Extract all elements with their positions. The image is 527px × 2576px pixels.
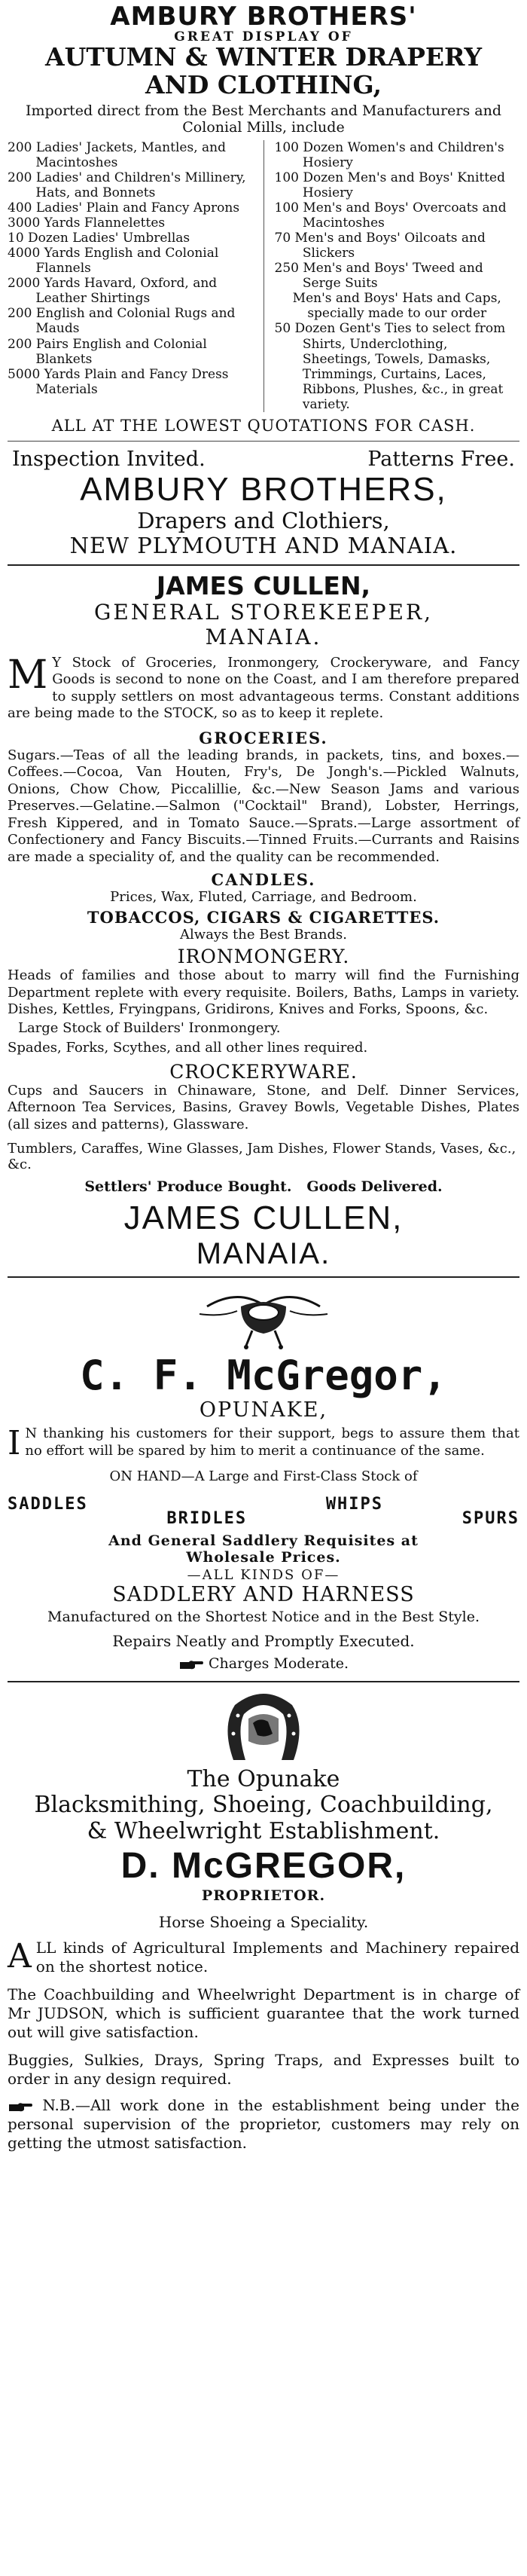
ambury-prices: ALL AT THE LOWEST QUOTATIONS FOR CASH. <box>51 416 476 435</box>
goods-bridles: BRIDLES <box>166 1509 248 1529</box>
d-mcgregor-intro <box>8 1939 519 1976</box>
goods-whips: WHIPS <box>325 1495 384 1514</box>
list-item: 400 Ladies' Plain and Fancy Aprons <box>8 200 240 216</box>
saddlery-goods <box>8 1495 519 1528</box>
goods-delivered: Goods Delivered. <box>306 1178 443 1196</box>
list-item: 4000 Yards English and Colonial Flannels <box>8 246 219 277</box>
charges-row <box>8 1652 519 1675</box>
list-item: 10 Dozen Ladies' Umbrellas <box>8 231 190 246</box>
settlers-produce: Settlers' Produce Bought. <box>84 1178 292 1196</box>
wholesale-prices: Wholesale Prices. <box>186 1549 341 1566</box>
cullen-name: JAMES CULLEN, <box>156 570 371 600</box>
candles-text: Prices, Wax, Fluted, Carriage, and Bedroom. <box>110 889 417 906</box>
pointing-hand-icon <box>178 1658 204 1670</box>
cf-mcgregor-name: C. F. McGregor, <box>80 1352 447 1400</box>
nb-text: N.B.—All work done in the establishment being under the personal supervision of the proprietor, customers may rely on getting the utmost satisfaction. <box>8 2096 519 2153</box>
d-mcgregor-ad <box>8 1688 519 2153</box>
cf-mcgregor-ad <box>8 1284 519 1675</box>
ironmongery-builders: Large Stock of Builders' Ironmongery. <box>18 1019 281 1036</box>
ambury-patterns: Patterns Free. <box>367 447 515 471</box>
ambury-title: AMBURY BROTHERS' <box>110 2 417 32</box>
list-item: 200 English and Colonial Rugs and Mauds <box>8 306 236 337</box>
ambury-towns: NEW PLYMOUTH AND MANAIA. <box>69 532 458 558</box>
cullen-signature-town: MANAIA. <box>196 1237 331 1271</box>
tobacco-heading: TOBACCOS, CIGARS & CIGARETTES. <box>87 908 440 927</box>
list-item: 2000 Yards Havard, Oxford, and Leather Shirtings <box>8 276 218 307</box>
repairs: Repairs Neatly and Promptly Executed. <box>112 1632 415 1651</box>
groceries-text: Sugars.—Teas of all the leading brands, in packets, tins, and boxes.—Coffees.—Cocoa, Van Houten, Fry's, De Jongh's.—Pickled Walnuts, Onions, Chow Chow, Piccalillie, &c.—New Season Jams and various Preserves.—Gelatine.—Salmon ("Cocktail" Brand), Lobster, Herrings, Fresh Kippered, and in Tomato Sauce.—Sprats.—Large assortment of Confectionery and Fancy Biscuits.—Tinned Fruits.—Currants and Raisins are made a speciality of, and the quality can be recommended. <box>8 747 519 865</box>
d-mcgregor-trade-2: & Wheelwright Establishment. <box>87 1818 440 1845</box>
ambury-name: AMBURY BROTHERS, <box>80 470 447 508</box>
ironmongery-text: Heads of families and those about to marry will find the Furnishing Department replete with every requisite. Boilers, Baths, Lamps in variety. Dishes, Kettles, Fryingpans, Gridirons, Knives and Forks, Spoons, &c. <box>8 967 519 1018</box>
list-item: 200 Pairs English and Colonial Blankets <box>8 336 207 367</box>
list-item: 100 Dozen Men's and Boys' Knitted Hosiery <box>274 170 505 201</box>
on-hand: ON HAND—A Large and First-Class Stock of <box>109 1468 418 1485</box>
list-item: 200 Ladies' Jackets, Mantles, and Macintoshes <box>8 139 226 170</box>
d-mcgregor-name: D. McGREGOR, <box>120 1846 407 1887</box>
list-item: 3000 Yards Flannelettes <box>8 215 166 231</box>
d-mcgregor-trade-1: Blacksmithing, Shoeing, Coachbuilding, <box>34 1792 493 1819</box>
cullen-ad <box>8 572 519 1271</box>
drop-cap: M <box>8 652 48 698</box>
list-item: 5000 Yards Plain and Fancy Dress Materials <box>8 366 229 397</box>
coachbuilding-dept: The Coachbuilding and Wheelwright Department is in charge of Mr JUDSON, which is sufficient guarantee that the work turned out will give satisfaction. <box>8 1985 519 2042</box>
charges-moderate: Charges Moderate. <box>209 1655 349 1673</box>
cullen-intro-text: Y Stock of Groceries, Ironmongery, Crockeryware, and Fancy Goods is second to none on the Coast, and I am therefore prepared to supply settlers on most advantageous terms. Constant additions are being made to the STOCK, so as to keep it replete. <box>8 654 519 722</box>
ambury-inspection: Inspection Invited. <box>12 447 206 471</box>
crockery-glassware: Tumblers, Caraffes, Wine Glasses, Jam Dishes, Flower Stands, Vases, &c., &c. <box>8 1141 516 1173</box>
d-mcgregor-intro-text: LL kinds of Agricultural Implements and Machinery repaired on the shortest notice. <box>35 1939 519 1976</box>
ambury-left-column <box>8 140 253 412</box>
saddlery-harness: SADDLERY AND HARNESS <box>112 1583 415 1607</box>
manufactured: Manufactured on the Shortest Notice and in the Best Style. <box>47 1609 480 1626</box>
list-item: 100 Men's and Boys' Overcoats and Macintoshes <box>274 200 507 231</box>
cf-mcgregor-town: OPUNAKE, <box>199 1398 328 1422</box>
goods-saddles: SADDLES <box>8 1495 88 1514</box>
ambury-intro: Imported direct from the Best Merchants and Manufacturers and Colonial Mills, include <box>25 102 502 136</box>
drop-cap: I <box>8 1424 21 1463</box>
cullen-services <box>8 1178 519 1195</box>
ambury-invite-row <box>8 448 519 471</box>
ambury-right-column <box>275 140 520 412</box>
candles-heading: CANDLES. <box>211 870 316 890</box>
cf-mcgregor-intro-text: N thanking his customers for their support, begs to assure them that no effort will be spared by him to merit a continuance of the same. <box>25 1426 519 1459</box>
tobacco-text: Always the Best Brands. <box>180 927 347 943</box>
horse-shoeing: Horse Shoeing a Speciality. <box>158 1913 369 1932</box>
cullen-town: MANAIA. <box>205 624 322 649</box>
goods-spurs: SPURS <box>462 1509 519 1529</box>
list-item: 250 Men's and Boys' Tweed and Serge Suits <box>274 261 483 292</box>
d-mcgregor-the: The Opunake <box>187 1766 340 1793</box>
cullen-intro <box>8 652 519 723</box>
drop-cap: A <box>8 1937 32 1976</box>
list-item: 100 Dozen Women's and Children's Hosiery <box>274 139 504 170</box>
list-item: Men's and Boys' Hats and Caps, specially made to our order <box>292 291 501 322</box>
cullen-signature-name: JAMES CULLEN, <box>123 1199 404 1237</box>
nb-row <box>8 2096 519 2153</box>
pointing-hand-icon <box>8 2101 33 2113</box>
newspaper-page <box>8 0 519 2153</box>
ambury-subtitle: GREAT DISPLAY OF <box>174 29 353 44</box>
buggies: Buggies, Sulkies, Drays, Spring Traps, and Expresses built to order in any design required. <box>8 2051 519 2089</box>
d-mcgregor-proprietor: PROPRIETOR. <box>201 1887 326 1905</box>
ambury-headline-2: AND CLOTHING, <box>145 69 382 99</box>
groceries-heading: GROCERIES. <box>199 728 328 747</box>
crockery-text: Cups and Saucers in Chinaware, Stone, and Delf. Dinner Services, Afternoon Tea Services, Basins, Gravey Bowls, Vegetable Dishes, Plates (all sizes and patterns), Glassware. <box>8 1082 519 1132</box>
list-item: 50 Dozen Gent's Ties to select from Shirts, Underclothing, Sheetings, Towels, Damasks, Trimmings, Curtains, Laces, Ribbons, Plushes, &c., in great variety. <box>274 321 506 412</box>
saddle-illustration <box>192 1284 335 1350</box>
general-requisites: And General Saddlery Requisites at <box>108 1532 419 1550</box>
ambury-item-columns <box>8 140 519 412</box>
horseshoe-illustration <box>218 1688 309 1764</box>
ironmongery-spades: Spades, Forks, Scythes, and all other lines required. <box>8 1039 368 1056</box>
cf-mcgregor-intro <box>8 1424 519 1463</box>
all-kinds: —ALL KINDS OF— <box>187 1567 340 1584</box>
list-item: 70 Men's and Boys' Oilcoats and Slickers <box>274 231 486 261</box>
crockery-heading: CROCKERYWARE. <box>169 1060 358 1083</box>
list-item: 200 Ladies' and Children's Millinery, Hats, and Bonnets <box>8 170 246 201</box>
ambury-drapers: Drapers and Clothiers, <box>137 507 390 533</box>
cullen-trade: GENERAL STOREKEEPER, <box>94 599 433 625</box>
ambury-ad <box>8 3 519 558</box>
ambury-headline-1: AUTUMN & WINTER DRAPERY <box>44 42 483 72</box>
ironmongery-heading: IRONMONGERY. <box>177 946 350 968</box>
